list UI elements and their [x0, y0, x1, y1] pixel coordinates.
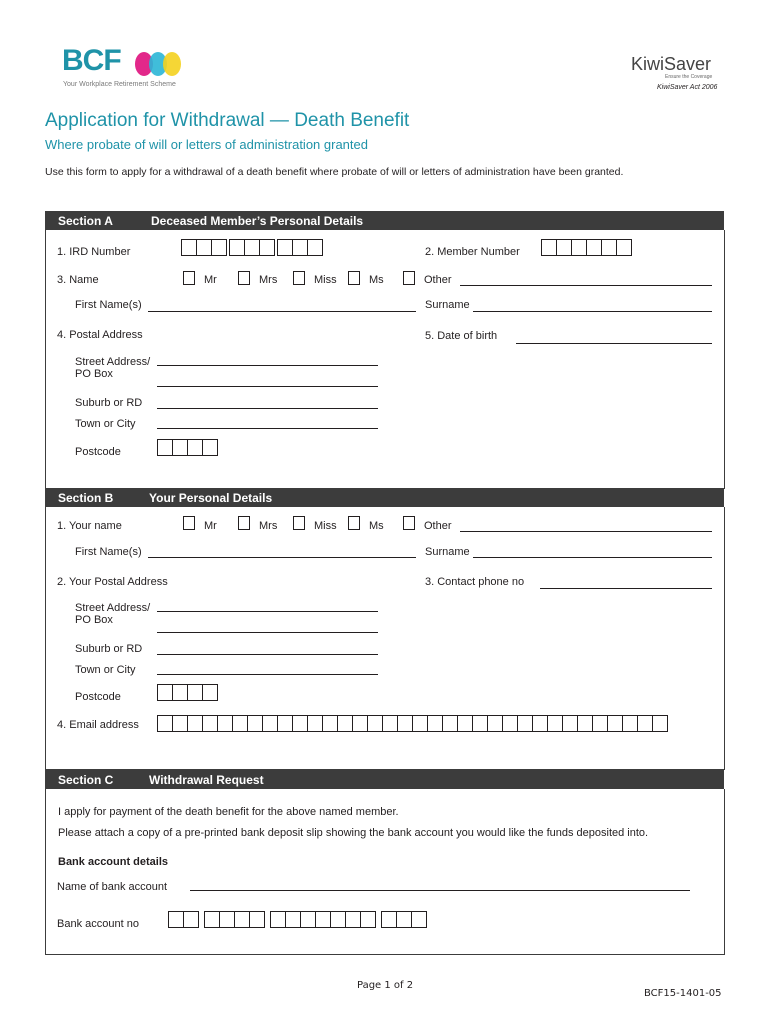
b-street-address-label: Street Address/ [75, 602, 151, 614]
title-mr-label: Mr [204, 274, 217, 286]
section-b-label: Section B [58, 491, 114, 505]
section-b-header [45, 488, 724, 507]
form-code: BCF15-1401-05 [644, 988, 722, 999]
bcf-tagline: Your Workplace Retirement Scheme [63, 81, 176, 88]
b-po-box-label: PO Box [75, 614, 113, 626]
surname-label: Surname [425, 299, 470, 311]
kiwisaver-logo-text: KiwiSaver [631, 54, 712, 74]
contact-phone-field[interactable] [540, 588, 712, 589]
title-other-field[interactable] [460, 285, 712, 286]
page-title: Application for Withdrawal — Death Benefit [45, 110, 410, 131]
bank-account-name-label: Name of bank account [57, 881, 168, 893]
email-boxes[interactable] [157, 715, 670, 732]
b-title-other-field[interactable] [460, 531, 712, 532]
your-name-label: 1. Your name [57, 520, 122, 532]
intro-text: Use this form to apply for a withdrawal of a death benefit where probate of will or letters of administration have been granted. [45, 166, 624, 178]
bank-slip-instruction: Please attach a copy of a pre-printed bank deposit slip showing the bank account you would like the funds deposited into. [58, 827, 649, 839]
bcf-logo [62, 44, 202, 94]
town-label: Town or City [75, 418, 136, 430]
section-c-label: Section C [58, 773, 114, 787]
b-title-miss-checkbox[interactable] [293, 516, 305, 530]
postcode-label: Postcode [75, 446, 121, 458]
b-town-label: Town or City [75, 664, 136, 676]
your-postal-address-label: 2. Your Postal Address [57, 576, 168, 588]
contact-phone-label: 3. Contact phone no [425, 576, 525, 588]
section-b-title: Your Personal Details [149, 491, 273, 505]
title-miss-label: Miss [314, 274, 337, 286]
title-ms-checkbox[interactable] [348, 271, 360, 285]
suburb-label: Suburb or RD [75, 397, 143, 409]
surname-field[interactable] [473, 311, 712, 312]
b-postcode-boxes[interactable] [157, 684, 220, 701]
po-box-label: PO Box [75, 368, 113, 380]
b-title-ms-label: Ms [369, 520, 384, 532]
first-names-field[interactable] [148, 311, 416, 312]
b-suburb-label: Suburb or RD [75, 643, 143, 655]
section-a-title: Deceased Member’s Personal Details [151, 214, 364, 228]
title-mrs-checkbox[interactable] [238, 271, 250, 285]
b-surname-field[interactable] [473, 557, 712, 558]
kiwisaver-act: KiwiSaver Act 2006 [657, 84, 718, 91]
postcode-boxes[interactable] [157, 439, 220, 456]
section-c-header [45, 770, 724, 789]
withdrawal-statement: I apply for payment of the death benefit for the above named member. [58, 806, 399, 818]
ird-number-boxes[interactable] [181, 239, 325, 256]
b-title-mr-checkbox[interactable] [183, 516, 195, 530]
bcf-eggs-icon [132, 48, 192, 80]
bank-account-no-boxes[interactable] [168, 911, 429, 928]
email-label: 4. Email address [57, 719, 139, 731]
title-other-checkbox[interactable] [403, 271, 415, 285]
section-a-header [45, 211, 724, 230]
bank-details-heading: Bank account details [58, 856, 169, 868]
name-label: 3. Name [57, 274, 99, 286]
b-town-field[interactable] [157, 674, 378, 675]
kiwisaver-logo [625, 54, 725, 94]
suburb-field[interactable] [157, 408, 378, 409]
b-surname-label: Surname [425, 546, 470, 558]
title-ms-label: Ms [369, 274, 384, 286]
b-title-other-label: Other [424, 520, 452, 532]
member-number-boxes[interactable] [541, 239, 634, 256]
b-title-mrs-checkbox[interactable] [238, 516, 250, 530]
town-field[interactable] [157, 428, 378, 429]
street-address-label: Street Address/ [75, 356, 151, 368]
street-address-field-2[interactable] [157, 386, 378, 387]
b-title-ms-checkbox[interactable] [348, 516, 360, 530]
title-mrs-label: Mrs [259, 274, 278, 286]
title-other-label: Other [424, 274, 452, 286]
b-postcode-label: Postcode [75, 691, 121, 703]
b-street-address-field[interactable] [157, 611, 378, 612]
b-title-mrs-label: Mrs [259, 520, 278, 532]
kiwisaver-logo-sub: Ensure the Coverage [665, 74, 713, 80]
postal-address-label: 4. Postal Address [57, 329, 143, 341]
title-miss-checkbox[interactable] [293, 271, 305, 285]
page-number: Page 1 of 2 [357, 980, 414, 991]
dob-field[interactable] [516, 343, 712, 344]
page-subtitle: Where probate of will or letters of administration granted [45, 137, 368, 152]
b-title-mr-label: Mr [204, 520, 217, 532]
title-mr-checkbox[interactable] [183, 271, 195, 285]
dob-label: 5. Date of birth [425, 330, 498, 342]
section-c-title: Withdrawal Request [149, 773, 264, 787]
ird-number-label: 1. IRD Number [57, 246, 131, 258]
bcf-logo-text: BCF [62, 44, 121, 77]
street-address-field[interactable] [157, 365, 378, 366]
member-number-label: 2. Member Number [425, 246, 520, 258]
section-a-label: Section A [58, 214, 113, 228]
b-title-other-checkbox[interactable] [403, 516, 415, 530]
bank-account-name-field[interactable] [190, 890, 690, 891]
b-title-miss-label: Miss [314, 520, 337, 532]
b-first-names-label: First Name(s) [75, 546, 142, 558]
first-names-label: First Name(s) [75, 299, 142, 311]
bank-account-no-label: Bank account no [57, 918, 139, 930]
b-first-names-field[interactable] [148, 557, 416, 558]
b-suburb-field[interactable] [157, 654, 378, 655]
b-street-address-field-2[interactable] [157, 632, 378, 633]
